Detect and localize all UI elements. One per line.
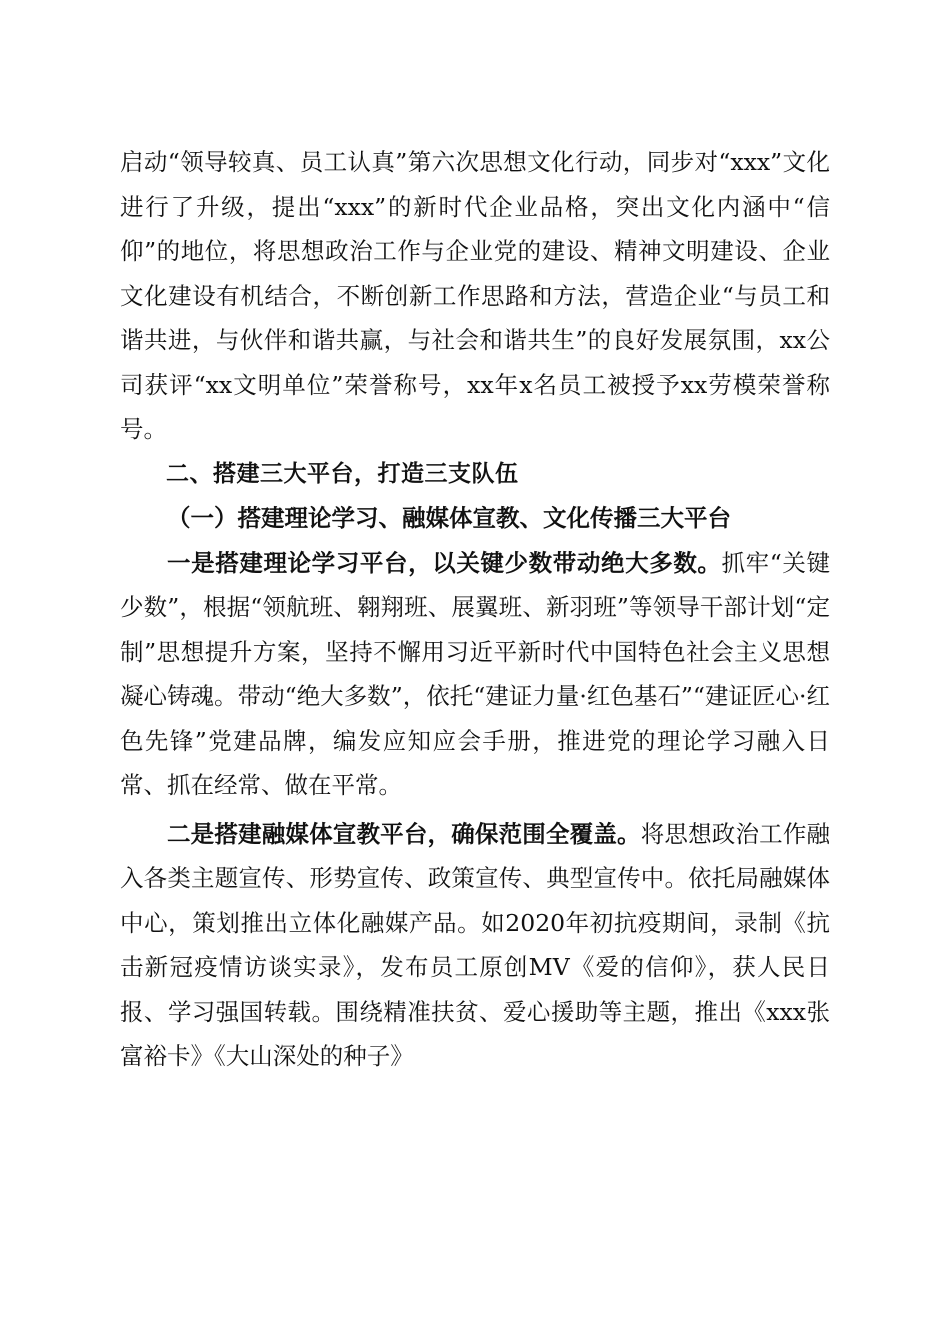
section-heading-platforms: 二、搭建三大平台，打造三支队伍 — [166, 460, 519, 487]
paragraph-lead-theory: 一是搭建理论学习平台，以关键少数带动绝大多数。 — [167, 548, 722, 577]
paragraph-media-platform — [120, 812, 830, 1079]
paragraph-culture-action: 启动“领导较真、员工认真”第六次思想文化行动，同步对“xxx”文化进行了升级，提出“xxx”的新时代企业品格，突出文化内涵中“信仰”的地位，将思想政治工作与企业党的建设、精神文明建设、企业文化建设有机结合，不断创新工作思路和方法，营造企业“与员工和谐共进，与伙伴和谐共赢，与社会和谐共生”的良好发展氛围，xx公司获评“xx文明单位”荣誉称号，xx年x名员工被授予xx劳模荣誉称号。 — [120, 148, 830, 443]
paragraph-body-media: 将思想政治工作融入各类主题宣传、形势宣传、政策宣传、典型宣传中。依托局融媒体中心，策划推出立体化融媒产品。如2020年初抗疫期间，录制《抗击新冠疫情访谈实录》，发布员工原创MV《爱的信仰》，获人民日报、学习强国转载。围绕精准扶贫、爱心援助等主题，推出《xxx张富裕卡》《大山深处的种子》 — [120, 819, 830, 1070]
document-body — [120, 140, 830, 1079]
paragraph-body-theory: 抓牢“关键少数”，根据“领航班、翱翔班、展翼班、新羽班”等领导干部计划“定制”思想提升方案，坚持不懈用习近平新时代中国特色社会主义思想凝心铸魂。带动“绝大多数”，依托“建证力量·红色基石”“建证匠心·红色先锋”党建品牌，编发应知应会手册，推进党的理论学习融入日常、抓在经常、做在平常。 — [120, 548, 831, 799]
subsection-heading-three-platforms: （一）搭建理论学习、融媒体宣教、文化传播三大平台 — [167, 504, 731, 532]
paragraph-lead-media: 二是搭建融媒体宣教平台，确保范围全覆盖。 — [167, 819, 641, 848]
paragraph-theory-platform — [120, 541, 830, 808]
